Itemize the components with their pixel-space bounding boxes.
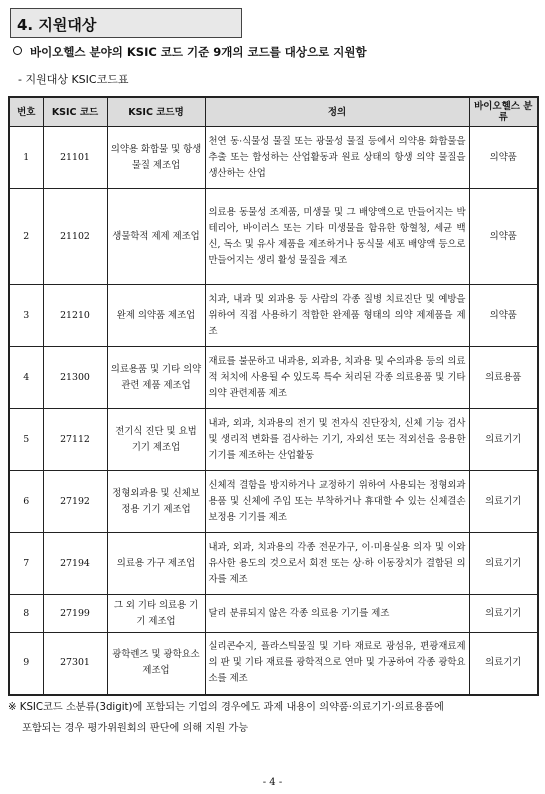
table-row	[9, 285, 538, 347]
cell-name: 그 외 기타 의료용 기기 제조업	[107, 595, 205, 633]
table-row	[9, 189, 538, 285]
table-header-row	[9, 97, 538, 127]
footnote	[8, 697, 537, 739]
ksic-code-table	[8, 96, 539, 696]
cell-no: 8	[9, 595, 43, 633]
bullet-line	[13, 44, 367, 60]
cell-category: 의료기기	[469, 533, 538, 595]
header-code: KSIC 코드	[43, 97, 107, 127]
cell-category: 의료기기	[469, 595, 538, 633]
cell-definition: 실리콘수지, 플라스틱물질 및 기타 재료로 광섬유, 편광재료제의 판 및 기타 재료를 광학적으로 연마 및 가공하여 각종 광학요소를 제조	[205, 633, 469, 695]
cell-name: 의료용품 및 기타 의약관련 제품 제조업	[107, 347, 205, 409]
cell-code: 21101	[43, 127, 107, 189]
header-name: KSIC 코드명	[107, 97, 205, 127]
cell-no: 6	[9, 471, 43, 533]
cell-no: 2	[9, 189, 43, 285]
section-title: 4. 지원대상	[17, 16, 97, 34]
cell-definition: 달리 분류되지 않은 각종 의료용 기기를 제조	[205, 595, 469, 633]
cell-code: 27199	[43, 595, 107, 633]
cell-definition: 내과, 외과, 치과용의 각종 전문가구, 이·미용실용 의자 및 이와 유사한 용도의 것으로서 회전 또는 상·하 이동장치가 결합된 의자를 제조	[205, 533, 469, 595]
cell-no: 5	[9, 409, 43, 471]
cell-definition: 천연 동·식물성 물질 또는 광물성 물질 등에서 의약용 화합물을 추출 또는 합성하는 산업활동과 원료 상태의 항생 의약 물질을 생산하는 산업	[205, 127, 469, 189]
cell-definition: 의료용 동물성 조제품, 미생물 및 그 배양액으로 만들어지는 박테리아, 바이러스 또는 기타 미생물을 함유한 항혈청, 세균 백신, 독소 및 유사 제품을 제조하거나 동식물 세포 배양액 등으로 만들어지는 생리 활성 물질을 제조	[205, 189, 469, 285]
cell-no: 3	[9, 285, 43, 347]
page-number: - 4 -	[262, 777, 283, 788]
cell-code: 21300	[43, 347, 107, 409]
cell-code: 27194	[43, 533, 107, 595]
cell-definition: 치과, 내과 및 외과용 등 사람의 각종 질병 치료진단 및 예방을 위하여 직접 사용하기 적합한 완제품 형태의 의약 제제품을 제조	[205, 285, 469, 347]
section-heading-box	[10, 8, 242, 38]
cell-name: 의약용 화합물 및 항생물질 제조업	[107, 127, 205, 189]
table-row	[9, 127, 538, 189]
cell-definition: 신체적 결함을 방지하거나 교정하기 위하여 사용되는 정형외과용품 및 신체에 주입 또는 부착하거나 휴대할 수 있는 신체결손 보정용 기기를 제조	[205, 471, 469, 533]
table-row	[9, 409, 538, 471]
table-row	[9, 633, 538, 695]
header-definition: 정의	[205, 97, 469, 127]
cell-no: 4	[9, 347, 43, 409]
cell-name: 의료용 가구 제조업	[107, 533, 205, 595]
cell-name: 전기식 진단 및 요법 기기 제조업	[107, 409, 205, 471]
cell-category: 의약품	[469, 127, 538, 189]
cell-name: 광학렌즈 및 광학요소 제조업	[107, 633, 205, 695]
cell-no: 7	[9, 533, 43, 595]
table-caption: - 지원대상 KSIC코드표	[18, 73, 129, 86]
hollow-circle-bullet-icon	[13, 46, 22, 55]
header-category: 바이오헬스 분류	[469, 97, 538, 127]
cell-no: 1	[9, 127, 43, 189]
cell-code: 27301	[43, 633, 107, 695]
cell-definition: 재료를 불문하고 내과용, 외과용, 치과용 및 수의과용 등의 의료적 처치에 사용될 수 있도록 특수 처리된 각종 의료용품 및 기타 의약 관련제품 제조	[205, 347, 469, 409]
table-row	[9, 533, 538, 595]
cell-category: 의료기기	[469, 633, 538, 695]
footnote-line-2: 포함되는 경우 평가위원회의 판단에 의해 지원 가능	[22, 723, 249, 734]
cell-category: 의료기기	[469, 471, 538, 533]
cell-code: 27112	[43, 409, 107, 471]
cell-category: 의료기기	[469, 409, 538, 471]
cell-code: 21210	[43, 285, 107, 347]
cell-code: 27192	[43, 471, 107, 533]
cell-category: 의약품	[469, 285, 538, 347]
cell-name: 생물학적 제제 제조업	[107, 189, 205, 285]
cell-definition: 내과, 외과, 치과용의 전기 및 전자식 진단장치, 신체 기능 검사 및 생리적 변화를 검사하는 기기, 자외선 또는 적외선을 응용한 기기를 제조하는 산업활동	[205, 409, 469, 471]
bullet-text: 바이오헬스 분야의 KSIC 코드 기준 9개의 코드를 대상으로 지원함	[30, 45, 367, 59]
table-row	[9, 347, 538, 409]
cell-name: 정형외과용 및 신체보정용 기기 제조업	[107, 471, 205, 533]
header-no: 번호	[9, 97, 43, 127]
cell-name: 완제 의약품 제조업	[107, 285, 205, 347]
footnote-line-1: ※ KSIC코드 소분류(3digit)에 포함되는 기업의 경우에도 과제 내용이 의약품·의료기기·의료용품에	[8, 702, 444, 713]
table-row	[9, 471, 538, 533]
cell-code: 21102	[43, 189, 107, 285]
cell-no: 9	[9, 633, 43, 695]
table-row	[9, 595, 538, 633]
cell-category: 의료용품	[469, 347, 538, 409]
cell-category: 의약품	[469, 189, 538, 285]
